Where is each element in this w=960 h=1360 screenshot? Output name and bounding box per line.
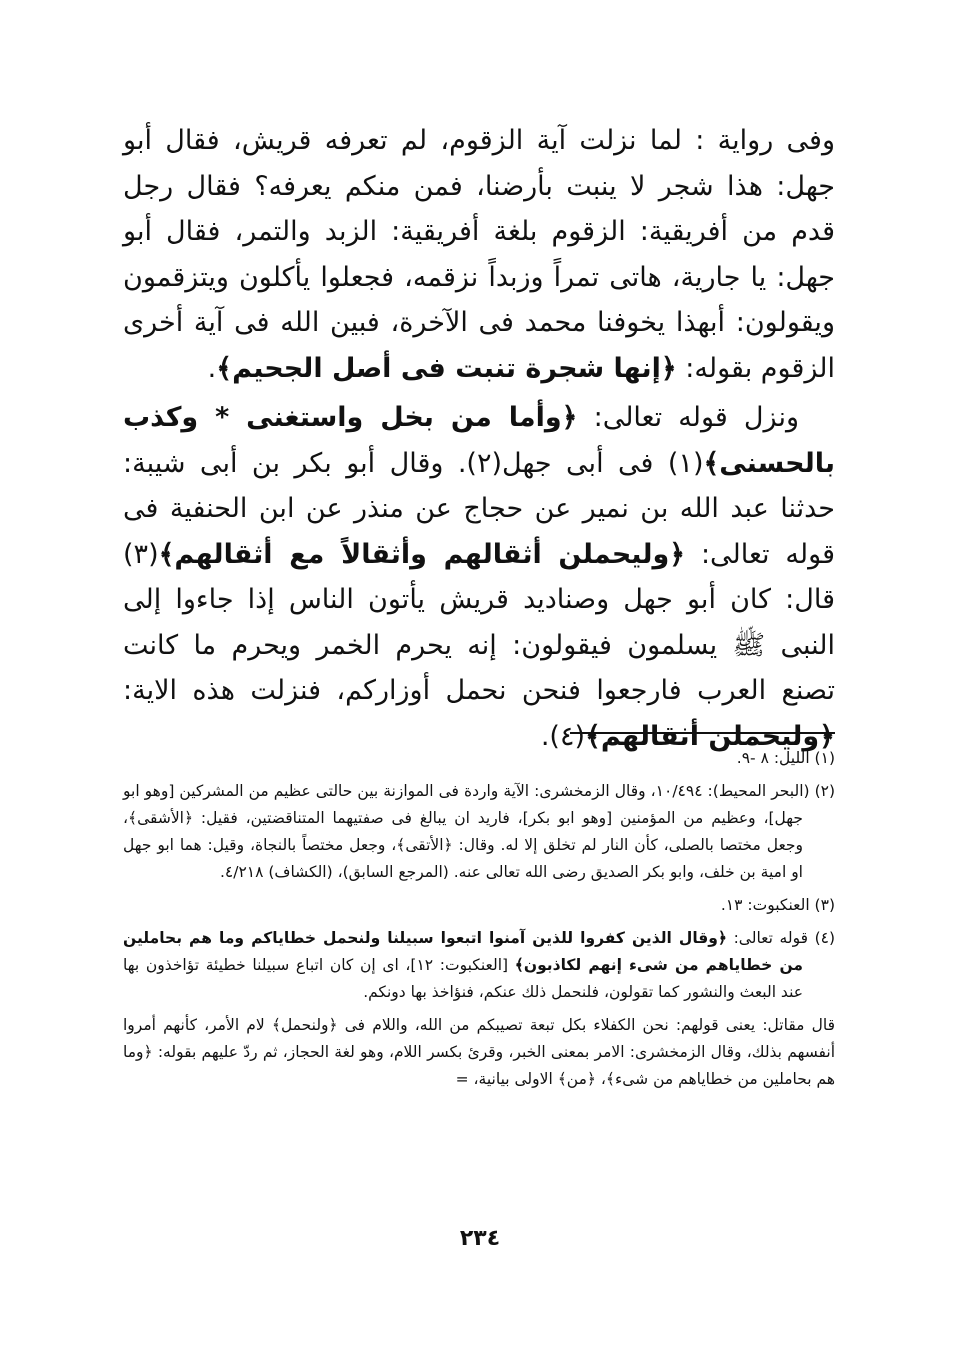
main-text [123,118,835,759]
paragraph-2-end: (٤). [540,720,586,752]
footnote-4-text: [العنكبوت: ١٢]، اى إن كان اتباع سبيلنا خطيئة تؤاخذون بها عند البعث والنشور كما تقولون، فلنحمل ذلك عنكم، فنؤاخذ بها دونكم. [123,956,803,1001]
paragraph-1-text: وفى رواية : لما نزلت آية الزقوم، لم تعرفه قريش، فقال أبو جهل: هذا شجر لا ينبت بأرضنا، فمن منكم يعرفه؟ فقال رجل قدم من أفريقية: الزقوم بلغة أفريقية: الزبد والتمر، فقال أبو جهل: يا جارية، هاتى تمراً وزبداً نزقمه، فجعلوا يأكلون ويتزقمون ويقولون: أبهذا يخوفنا محمد فى الآخرة، فبين الله فى آية أخرى الزقوم بقوله: [123,125,835,384]
paragraph-2-text: (٣) قال: كان أبو جهل وصناديد قريش يأتون الناس إذا جاءوا إلى النبى ﷺ يسلمون فيقولون: إنه يحرم الخمر ويحرم ما كانت تصنع العرب فارجعوا فنحن نحمل أوزاركم، فنزلت هذه الاية: [123,538,835,706]
footnote-2: (٢) (البحر المحيط): ١٠/٤٩٤، وقال الزمخشرى: الآية واردة فى الموازنة بين حالتى عظيم من المشركين [وهو ابو جهل]، وعظيم من المؤمنين [وهو ابو بكر]، فاريد ان يبالغ فى صفتيهما المتناقضتين، فقيل: ﴿الأشقى﴾، وجعل مختصا بالصلى، كأن النار لم تخلق إلا له. وقال: ﴿الأتقى﴾، وجعل مختصاً بالنجاة، وقيل: هما ابو جهل او امية بن خلف، وابو بكر الصديق رضى الله تعالى عنه. (المرجع السابق)، (الكشاف) ٤/٢١٨. [123,782,836,881]
footnote-1: (١) الليل: ٨ -٩. [736,749,835,767]
footnotes [123,745,835,1099]
paragraph-2-text: (١) فى أبى جهل(٢). وقال أبو بكر بن أبى شيبة: حدثنا عبد الله بن نمير عن حجاج عن منذر عن ابن الحنفية فى قوله تعالى: [123,447,835,570]
page-number: ٢٣٤ [459,1226,501,1251]
paragraph-1 [123,118,835,391]
footnote-4-text: (٤) قوله تعالى: [727,929,836,947]
footnote-3: (٣) العنكبوت: ١٣. [720,896,835,914]
quran-verse: ﴿وليحملن أثقالهم﴾ [585,720,835,752]
paragraph-1-end: . [207,352,217,384]
quran-verse: ﴿وأما من بخل واستغنى * وكذب بالحسنى﴾ [123,402,835,479]
paragraph-2 [123,395,835,759]
footnote-4-continuation: قال مقاتل: يعنى قولهم: نحن الكفلاء بكل تبعة تصيبكم من الله، واللام فى ﴿ولنحمل﴾ لام الأمر، كأنهم أمروا أنفسهم بذلك، وقال الزمخشرى: الامر بمعنى الخبر، وقرئ بكسر اللام، وهو لغة الحجاز، ثم ردّ عليهم بقوله: ﴿وما هم بحاملين من خطاياهم من شىء﴾، ﴿من﴾ الاولى بيانية، = [123,1016,835,1088]
footnote-4 [123,925,835,1006]
quran-verse: ﴿وقال الذين كفروا للذين آمنوا اتبعوا سبيلنا ولنحمل خطاياكم وما هم بحاملين من خطاياهم من شىء إنهم لكاذبون﴾ [123,929,803,974]
quran-verse: ﴿وليحملن أثقالهم وأثقالاً مع أثقالهم﴾ [158,538,686,570]
quran-verse: ﴿إنها شجرة تنبت فى أصل الجحيم﴾ [216,352,677,384]
footnote-separator [570,732,835,734]
paragraph-2-text: ونزل قوله تعالى: [577,402,799,433]
